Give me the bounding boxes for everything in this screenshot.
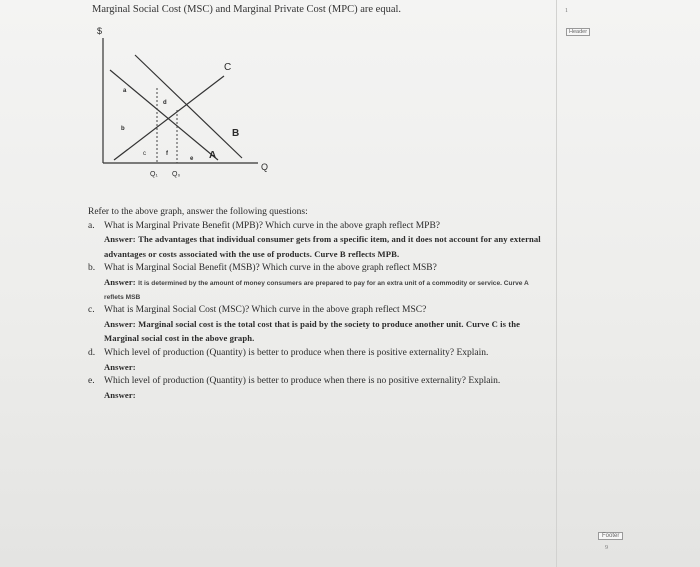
page-title: Marginal Social Cost (MSC) and Marginal Private Cost (MPC) are equal.: [92, 4, 402, 15]
answer-label: Answer:: [104, 318, 136, 329]
answer: [104, 276, 548, 304]
question-e: [88, 375, 548, 403]
answer-text: Marginal social cost is the total cost that is paid by the society to produce another unit. Curve C is the Marginal social cost in the above graph.: [104, 318, 521, 344]
question-d: [88, 347, 548, 375]
page-number-bottom: 9: [605, 545, 608, 551]
footer-badge[interactable]: Footer: [598, 532, 623, 540]
q1-tick-label: Q₁: [150, 171, 158, 178]
question-marker: b.: [88, 263, 96, 274]
label-curve-a: A: [209, 150, 217, 161]
answer-label: Answer:: [104, 389, 136, 400]
region-label-b: b: [121, 126, 125, 132]
x-axis-label: Q: [261, 162, 269, 172]
label-curve-c: C: [224, 62, 232, 73]
question-marker: c.: [88, 305, 95, 316]
question-text: Which level of production (Quantity) is better to produce when there is positive externality? Explain.: [104, 347, 489, 358]
question-c: [88, 304, 548, 347]
question-text: What is Marginal Social Benefit (MSB)? Which curve in the above graph reflect MSB?: [104, 263, 437, 274]
question-a: [88, 220, 548, 263]
region-label-f: f: [166, 151, 168, 157]
question-text: What is Marginal Social Cost (MSC)? Which curve in the above graph reflect MSC?: [104, 305, 427, 316]
question-block: [88, 206, 548, 403]
question-b: [88, 262, 548, 304]
curve-c: [114, 76, 224, 160]
questions-intro: Refer to the above graph, answer the following questions:: [88, 207, 308, 217]
region-label-a: a: [123, 88, 127, 94]
answer: [104, 233, 548, 262]
question-text: What is Marginal Private Benefit (MPB)? Which curve in the above graph reflect MPB?: [104, 220, 441, 231]
region-label-c: c: [143, 151, 146, 157]
answer: [104, 361, 548, 376]
q0-tick-label: Q₀: [172, 171, 181, 178]
externality-graph: [0, 0, 700, 200]
question-text: Which level of production (Quantity) is better to produce when there is no positive externality? Explain.: [104, 376, 501, 387]
answer-label: Answer:: [104, 361, 136, 372]
region-label-e: e: [190, 156, 194, 162]
answer-label: Answer:: [104, 276, 136, 287]
answer-label: Answer:: [104, 234, 136, 245]
answer-text: The advantages that individual consumer gets from a specific item, and it does not account for any external advantages or costs associated with the use of products. Curve B reflects MPB.: [104, 234, 541, 259]
header-badge[interactable]: Header: [566, 28, 590, 36]
answer: [104, 318, 548, 347]
region-label-d: d: [163, 100, 167, 106]
question-marker: a.: [88, 220, 95, 231]
answer: [104, 389, 548, 404]
page-number-top: 1: [565, 8, 568, 14]
question-marker: e.: [88, 376, 95, 387]
y-axis-label: $: [97, 26, 103, 36]
answer-text: It is determined by the amount of money consumers are prepared to pay for an extra unit of a commodity or service. Curve A reflets MSB: [104, 279, 529, 301]
question-marker: d.: [88, 347, 96, 358]
label-curve-b: B: [232, 128, 240, 139]
